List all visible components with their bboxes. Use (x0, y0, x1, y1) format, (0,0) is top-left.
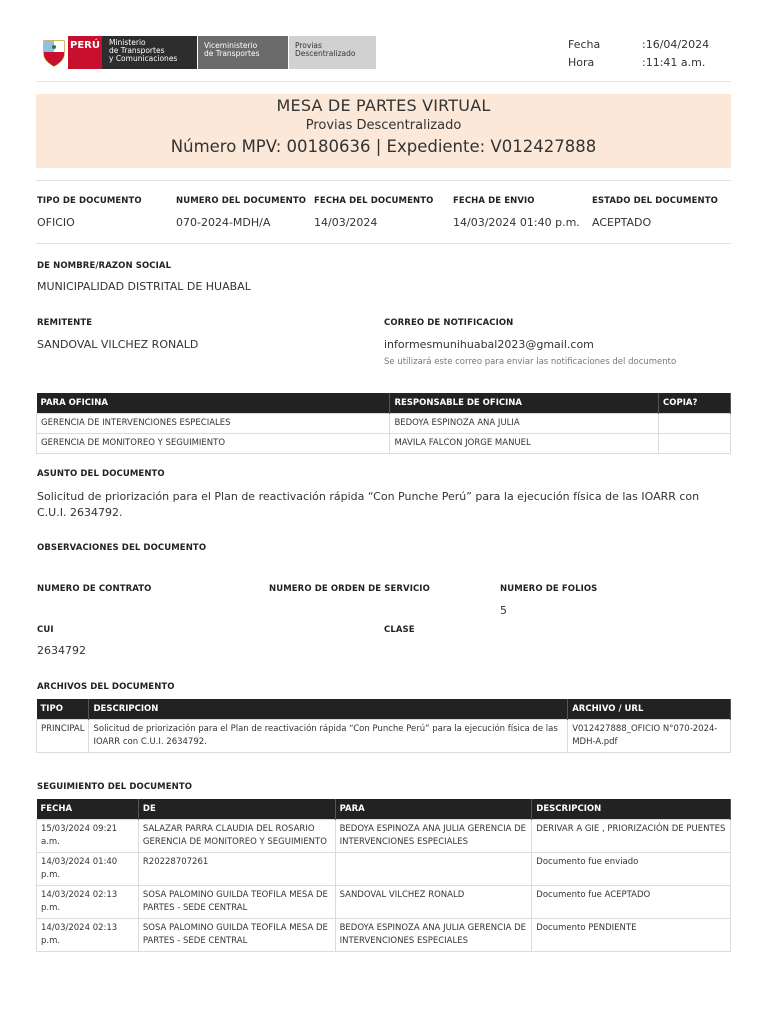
folios-value: 5 (500, 604, 507, 617)
para-header: PARA (335, 799, 532, 819)
hora-label: Hora (568, 56, 595, 69)
de-header: DE (138, 799, 335, 819)
table-cell: PRINCIPAL (37, 719, 89, 752)
table-cell: 14/03/2024 02:13 p.m. (37, 885, 139, 918)
seguimiento-table (36, 799, 731, 952)
cui-label: CUI (37, 625, 54, 635)
estado-documento-label: ESTADO DEL DOCUMENTO (592, 196, 718, 206)
numero-documento-value: 070-2024-MDH/A (176, 216, 271, 229)
oficinas-table (36, 393, 731, 454)
numero-documento-label: NUMERO DEL DOCUMENTO (176, 196, 307, 206)
table-cell: MAVILA FALCON JORGE MANUEL (390, 433, 659, 453)
table-cell: SALAZAR PARRA CLAUDIA DEL ROSARIO GERENCIA DE MONITOREO Y SEGUIMIENTO (138, 819, 335, 852)
seguimiento-label: SEGUIMIENTO DEL DOCUMENTO (37, 782, 193, 792)
table-cell: SOSA PALOMINO GUILDA TEOFILA MESA DE PARTES - SEDE CENTRAL (138, 885, 335, 918)
responsable-header: RESPONSABLE DE OFICINA (390, 393, 659, 413)
fecha-documento-value: 14/03/2024 (314, 216, 378, 229)
tipo-documento-value: OFICIO (37, 216, 75, 229)
table-row (37, 819, 731, 852)
page-title: MESA DE PARTES VIRTUAL (276, 96, 491, 115)
folios-label: NUMERO DE FOLIOS (500, 584, 598, 594)
correo-note: Se utilizará este correo para enviar las notificaciones del documento (384, 357, 677, 367)
correo-value: informesmunihuabal2023@gmail.com (384, 338, 594, 351)
razon-social-value: MUNICIPALIDAD DISTRITAL DE HUABAL (37, 280, 251, 293)
asunto-label: ASUNTO DEL DOCUMENTO (37, 469, 165, 479)
ministerio-logo-box: Ministerio de Transportes y Comunicaciones (102, 36, 197, 69)
table-cell: R20228707261 (138, 852, 335, 885)
divider (36, 243, 731, 244)
table-cell: 14/03/2024 02:13 p.m. (37, 918, 139, 951)
table-row (37, 885, 731, 918)
provias-logo-box: Provias Descentralizado (289, 36, 376, 69)
table-cell: GERENCIA DE INTERVENCIONES ESPECIALES (37, 413, 390, 433)
fecha-envio-label: FECHA DE ENVIO (453, 196, 535, 206)
mpv-number: Número MPV: 00180636 | Expediente: V012427888 (170, 137, 597, 156)
cui-value: 2634792 (37, 644, 86, 657)
table-row (37, 719, 731, 752)
viceministerio-logo-box: Viceministerio de Transportes (198, 36, 288, 69)
table-cell: Documento fue enviado (532, 852, 731, 885)
table-cell: 15/03/2024 09:21 a.m. (37, 819, 139, 852)
file-link[interactable]: V012427888_OFICIO N°070-2024-MDH-A.pdf (568, 719, 731, 752)
header (36, 28, 731, 82)
table-cell: SANDOVAL VILCHEZ RONALD (335, 885, 532, 918)
archivo-header: ARCHIVO / URL (568, 699, 731, 719)
table-row (37, 433, 731, 453)
table-cell: Documento PENDIENTE (532, 918, 731, 951)
table-row (37, 918, 731, 951)
print-meta (568, 36, 709, 72)
fecha-envio-value: 14/03/2024 01:40 p.m. (453, 216, 580, 229)
clase-label: CLASE (384, 625, 415, 635)
coat-of-arms-icon (40, 36, 68, 70)
table-cell: BEDOYA ESPINOZA ANA JULIA GERENCIA DE INTERVENCIONES ESPECIALES (335, 819, 532, 852)
razon-social-label: DE NOMBRE/RAZON SOCIAL (37, 261, 172, 271)
remitente-label: REMITENTE (37, 318, 93, 328)
fecha-label: Fecha (568, 38, 601, 51)
table-cell: 14/03/2024 01:40 p.m. (37, 852, 139, 885)
copia-header: COPIA? (659, 393, 731, 413)
table-cell: DERIVAR A GIE , PRIORIZACIÓN DE PUENTES (532, 819, 731, 852)
fecha-value: :16/04/2024 (642, 38, 710, 51)
table-cell: BEDOYA ESPINOZA ANA JULIA GERENCIA DE INTERVENCIONES ESPECIALES (335, 918, 532, 951)
table-cell (335, 852, 532, 885)
orden-servicio-label: NUMERO DE ORDEN DE SERVICIO (269, 584, 430, 594)
descripcion-header: DESCRIPCION (532, 799, 731, 819)
archivos-label: ARCHIVOS DEL DOCUMENTO (37, 682, 175, 692)
table-cell: GERENCIA DE MONITOREO Y SEGUIMIENTO (37, 433, 390, 453)
table-cell (659, 413, 731, 433)
hora-value: :11:41 a.m. (642, 56, 706, 69)
fecha-documento-label: FECHA DEL DOCUMENTO (314, 196, 434, 206)
asunto-value: Solicitud de priorización para el Plan de reactivación rápida “Con Punche Perú” para la ejecución física de las IOARR con C.U.I. 2634792. (37, 490, 700, 519)
estado-documento-value: ACEPTADO (592, 216, 652, 229)
logo (40, 36, 376, 70)
peru-logo-box: PERÚ (68, 36, 102, 69)
table-row (37, 413, 731, 433)
table-cell: SOSA PALOMINO GUILDA TEOFILA MESA DE PARTES - SEDE CENTRAL (138, 918, 335, 951)
fecha-header: FECHA (37, 799, 139, 819)
descripcion-header: DESCRIPCION (89, 699, 568, 719)
correo-label: CORREO DE NOTIFICACION (384, 318, 514, 328)
table-cell: Solicitud de priorización para el Plan de reactivación rápida “Con Punche Perú” para la ejecución física de las IOARR con C.U.I. 2634792. (89, 719, 568, 752)
oficina-header: PARA OFICINA (37, 393, 390, 413)
contrato-label: NUMERO DE CONTRATO (37, 584, 152, 594)
archivos-table (36, 699, 731, 753)
remitente-value: SANDOVAL VILCHEZ RONALD (37, 338, 199, 351)
divider (36, 180, 731, 181)
table-cell (659, 433, 731, 453)
table-cell: Documento fue ACEPTADO (532, 885, 731, 918)
page-subtitle: Provias Descentralizado (305, 118, 462, 133)
table-cell: BEDOYA ESPINOZA ANA JULIA (390, 413, 659, 433)
tipo-documento-label: TIPO DE DOCUMENTO (37, 196, 142, 206)
tipo-header: TIPO (37, 699, 89, 719)
title-banner (36, 94, 731, 168)
table-row (37, 852, 731, 885)
observaciones-label: OBSERVACIONES DEL DOCUMENTO (37, 543, 207, 553)
